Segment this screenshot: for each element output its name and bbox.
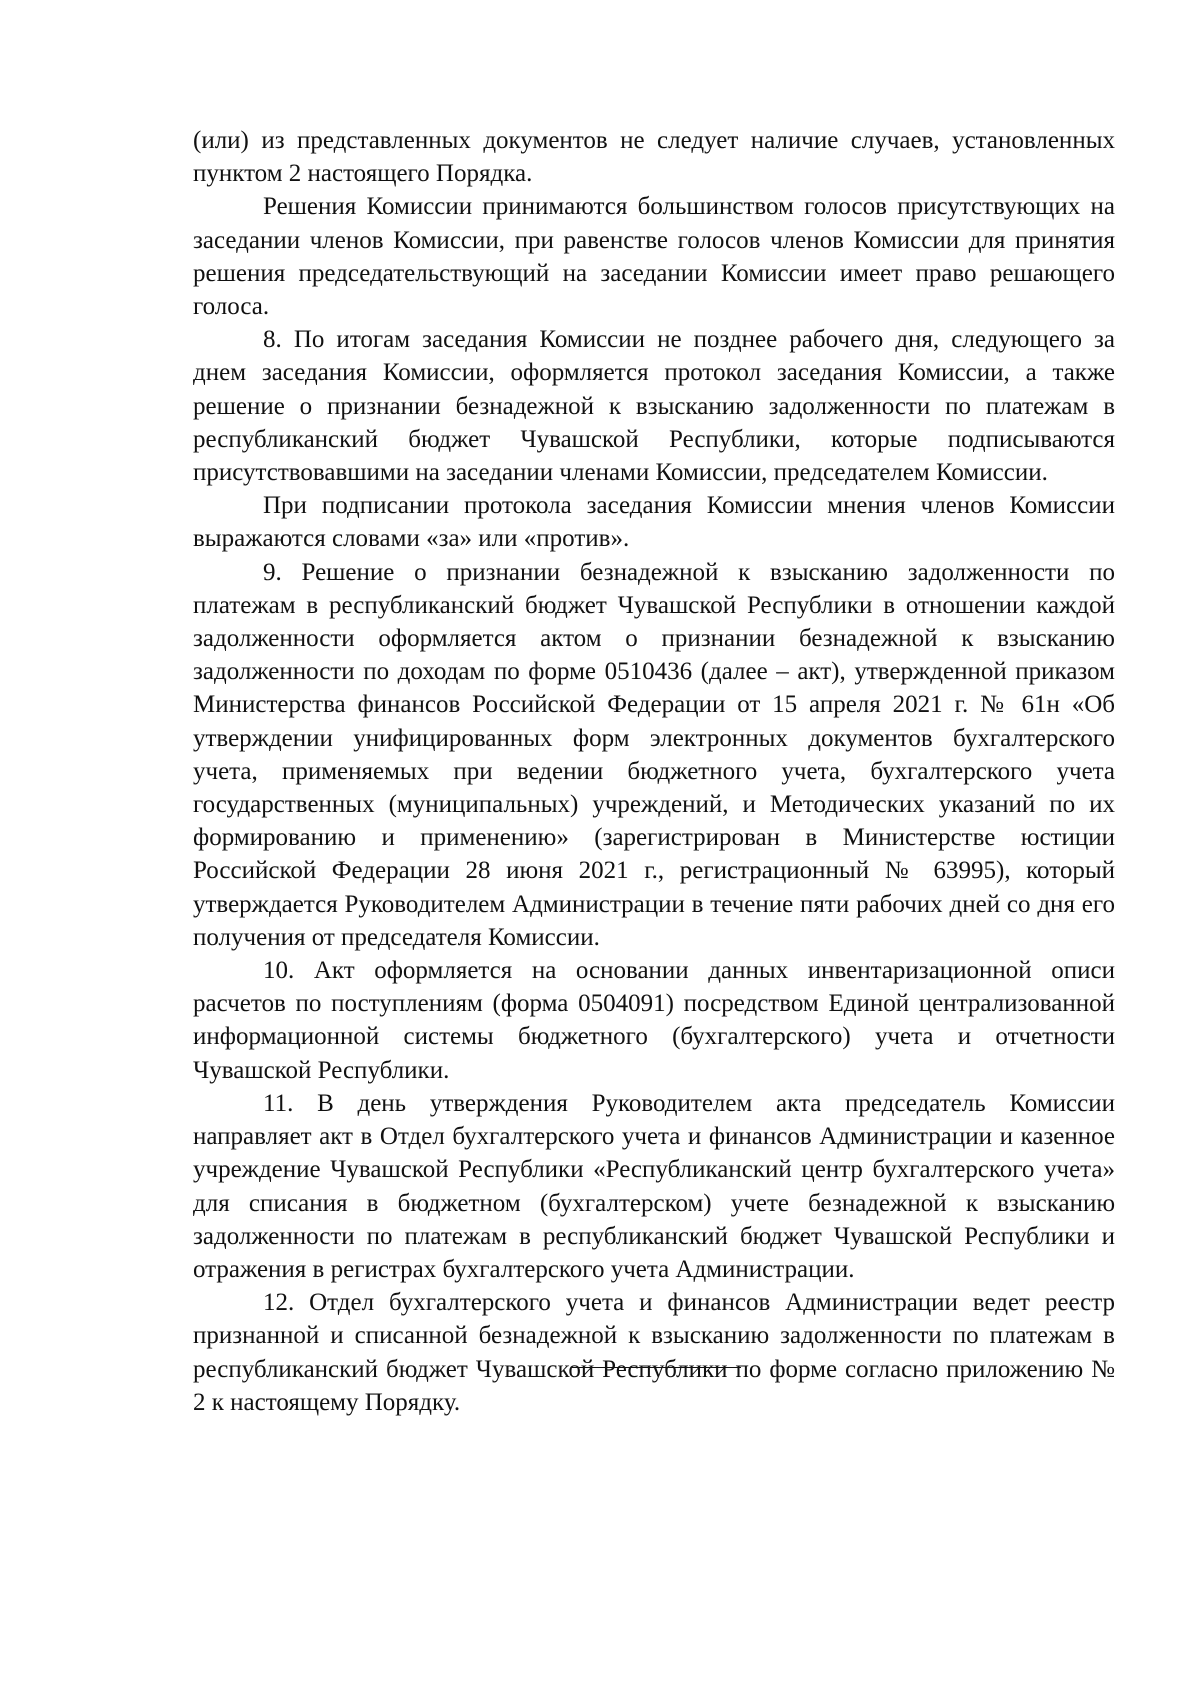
- paragraph-item-9: 9. Решение о признании безнадежной к взысканию задолженности по платежам в республиканский бюджет Чувашской Республики в отношении каждой задолженности оформляется актом о признании безнадежной к взысканию задолженности по доходам по форме 0510436 (далее – акт), утвержденной приказом Министерства финансов Российской Федерации от 15 апреля 2021 г. № 61н «Об утверждении унифицированных форм электронных документов бухгалтерского учета, применяемых при ведении бюджетного учета, бухгалтерского учета государственных (муниципальных) учреждений, и Методических указаний по их формированию и применению» (зарегистрирован в Министерстве юстиции Российской Федерации 28 июня 2021 г., регистрационный № 63995), который утверждается Руководителем Администрации в течение пяти рабочих дней со дня его получения от председателя Комиссии.: [193, 558, 1115, 951]
- paragraph-item-10: 10. Акт оформляется на основании данных инвентаризационной описи расчетов по поступлениям (форма 0504091) посредством Единой централизованной информационной системы бюджетного (бухгалтерского) учета и отчетности Чувашской Республики.: [193, 957, 1115, 1084]
- paragraph-protocol-signing: При подписании протокола заседания Комиссии мнения членов Комиссии выражаются словами «за» или «против».: [193, 492, 1115, 553]
- end-of-document-rule: [571, 1367, 741, 1368]
- paragraph-commission-decisions: Решения Комиссии принимаются большинством голосов присутствующих на заседании членов Комиссии, при равенстве голосов членов Комиссии для принятия решения председательствующий на заседании Комиссии имеет право решающего голоса.: [193, 193, 1115, 321]
- paragraph-item-8: 8. По итогам заседания Комиссии не позднее рабочего дня, следующего за днем заседания Комиссии, оформляется протокол заседания Комиссии, а также решение о признании безнадежной к взысканию задолженности по платежам в республиканский бюджет Чувашской Республики, которые подписываются присутствовавшими на заседании членами Комиссии, председателем Комиссии.: [193, 326, 1115, 487]
- paragraph-continuation: (или) из представленных документов не следует наличие случаев, установленных пунктом 2 настоящего Порядка.: [193, 127, 1115, 188]
- paragraph-item-12: 12. Отдел бухгалтерского учета и финансов Администрации ведет реестр признанной и списанной безнадежной к взысканию задолженности по платежам в республиканский бюджет Чувашской Республики по форме согласно приложению № 2 к настоящему Порядку.: [193, 1289, 1115, 1416]
- paragraph-item-11: 11. В день утверждения Руководителем акта председатель Комиссии направляет акт в Отдел бухгалтерского учета и финансов Администрации и казенное учреждение Чувашской Республики «Республиканский центр бухгалтерского учета» для списания в бюджетном (бухгалтерском) учете безнадежной к взысканию задолженности по платежам в республиканский бюджет Чувашской Республики и отражения в регистрах бухгалтерского учета Администрации.: [193, 1089, 1115, 1283]
- document-body: [193, 124, 1115, 1419]
